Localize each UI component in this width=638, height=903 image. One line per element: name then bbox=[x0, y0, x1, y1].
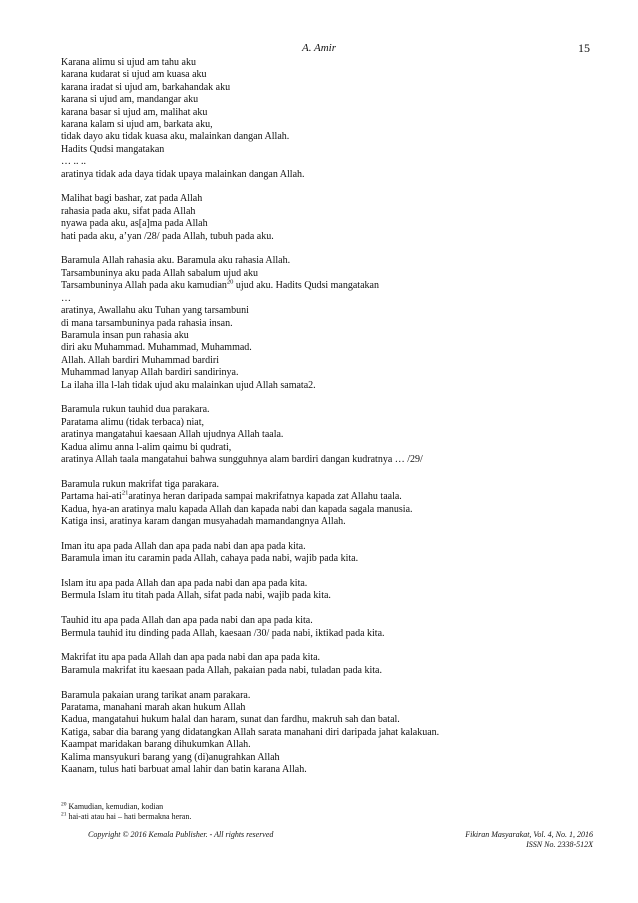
text-line: … .. .. bbox=[61, 156, 86, 168]
footnote-text: hai-ati atau hai – hati bermakna heran. bbox=[66, 812, 192, 821]
paragraph bbox=[61, 479, 601, 529]
text-line: Iman itu apa pada Allah dan apa pada nabi dan apa pada kita. bbox=[61, 540, 306, 552]
text-line: Paratama alimu (tidak terbaca) niat, bbox=[61, 416, 204, 428]
page-number: 15 bbox=[578, 41, 590, 55]
footnote-ref: 21 bbox=[121, 489, 129, 497]
text-line: Katiga insi, aratinya karam dangan musyahadah mamandangnya Allah. bbox=[61, 515, 346, 527]
text-line: hati pada aku, a’yan /28/ pada Allah, tubuh pada aku. bbox=[61, 230, 274, 242]
issn-number: ISSN No. 2338-512X bbox=[526, 840, 593, 849]
text-segment: Tarsambuninya Allah pada aku kamudian bbox=[61, 280, 227, 292]
text-line: Baramula iman itu caramin pada Allah, cahaya pada nabi, wajib pada kita. bbox=[61, 553, 359, 565]
text-line: Baramula makrifat itu kaesaan pada Allah, pakaian pada nabi, tuladan pada kita. bbox=[61, 664, 382, 676]
text-line: aratinya, Awallahu aku Tuhan yang tarsambuni bbox=[61, 305, 249, 317]
text-line: Bermula tauhid itu dinding pada Allah, kaesaan /30/ pada nabi, iktikad pada kita. bbox=[61, 627, 385, 639]
footnote-number: 20 bbox=[61, 801, 67, 808]
text-line: Muhammad lanyap Allah bardiri sandirinya. bbox=[61, 367, 239, 379]
text-segment: aratinya heran daripada sampai makrifatnya kapada zat Allahu taala. bbox=[128, 491, 402, 503]
text-line: Baramula rukun tauhid dua parakara. bbox=[61, 404, 210, 416]
paragraph bbox=[61, 578, 601, 603]
text-line: Hadits Qudsi mangatakan bbox=[61, 143, 165, 155]
text-line bbox=[61, 280, 601, 292]
text-line: karana kudarat si ujud am kuasa aku bbox=[61, 69, 207, 81]
text-line: aratinya tidak ada daya tidak upaya malainkan dangan Allah. bbox=[61, 168, 305, 180]
text-line: Kadua, hya-an aratinya malu kapada Allah dan kapada nabi dan kapada sagala manusia. bbox=[61, 503, 413, 515]
text-line: diri aku Muhammad. Muhammad, Muhammad. bbox=[61, 342, 252, 354]
text-segment: ujud aku. Hadits Qudsi mangatakan bbox=[233, 280, 379, 292]
text-line: karana kalam si ujud am, barkata aku, bbox=[61, 119, 213, 131]
footnote-number: 21 bbox=[61, 811, 67, 818]
text-line: Allah. Allah bardiri Muhammad bardiri bbox=[61, 354, 220, 366]
text-line: Islam itu apa pada Allah dan apa pada nabi dan apa pada kita. bbox=[61, 577, 308, 589]
text-line: karana iradat si ujud am, barkahandak aku bbox=[61, 81, 231, 93]
text-line: Bermula Islam itu titah pada Allah, sifat pada nabi, wajib pada kita. bbox=[61, 590, 331, 602]
footnote bbox=[61, 802, 601, 812]
text-line: Baramula pakaian urang tarikat anam parakara. bbox=[61, 689, 251, 701]
text-line: nyawa pada aku, as[a]ma pada Allah bbox=[61, 218, 208, 230]
text-line: Tarsambuninya aku pada Allah sabalum ujud aku bbox=[61, 267, 259, 279]
text-line: Baramula insan pun rahasia aku bbox=[61, 329, 189, 341]
text-segment: Partama hai-ati bbox=[61, 491, 122, 503]
text-line: … bbox=[61, 292, 71, 304]
paragraph bbox=[61, 193, 601, 243]
footnote-ref: 20 bbox=[226, 278, 234, 286]
text-line: Katiga, sabar dia barang yang didatangkan Allah sarata manahani diri daripada jahat kalakuan. bbox=[61, 726, 440, 738]
text-line: Kaanam, tulus hati barbuat amal lahir dan batin karana Allah. bbox=[61, 764, 307, 776]
journal-info bbox=[465, 830, 593, 850]
paragraph bbox=[61, 57, 601, 181]
text-line: Karana alimu si ujud am tahu aku bbox=[61, 57, 196, 68]
text-line: Makrifat itu apa pada Allah dan apa pada nabi dan apa pada kita. bbox=[61, 652, 321, 664]
text-line: Paratama, manahani marah akan hukum Allah bbox=[61, 701, 246, 713]
text-line bbox=[61, 491, 601, 503]
text-line: Malihat bagi bashar, zat pada Allah bbox=[61, 193, 203, 205]
text-line: Baramula Allah rahasia aku. Baramula aku rahasia Allah. bbox=[61, 255, 291, 267]
text-line: Kaampat maridakan barang dihukumkan Allah. bbox=[61, 739, 251, 751]
text-line: La ilaha illa l-lah tidak ujud aku malainkan ujud Allah samata2. bbox=[61, 379, 316, 391]
footnote bbox=[61, 812, 601, 822]
text-line: aratinya mangatahui kaesaan Allah ujudnya Allah taala. bbox=[61, 429, 284, 441]
text-line: karana si ujud am, mandangar aku bbox=[61, 94, 199, 106]
paragraph bbox=[61, 690, 601, 777]
running-header-author: A. Amir bbox=[301, 42, 337, 54]
text-line: di mana tarsambuninya pada rahasia insan. bbox=[61, 317, 233, 329]
journal-citation: Fikiran Masyarakat, Vol. 4, No. 1, 2016 bbox=[465, 830, 593, 839]
paragraph bbox=[61, 255, 601, 391]
paragraph bbox=[61, 652, 601, 677]
text-line: Kadua alimu anna l-alim qaimu bi qudrati, bbox=[61, 441, 232, 453]
text-line: aratinya Allah taala mangatahui bahwa sungguhnya alam bardiri dangan kudratnya … /29/ bbox=[61, 453, 423, 465]
paragraph bbox=[61, 541, 601, 566]
text-line: Baramula rukun makrifat tiga parakara. bbox=[61, 478, 219, 490]
text-line: tidak dayo aku tidak kuasa aku, malainkan dangan Allah. bbox=[61, 131, 290, 143]
footnote-text: Kamudian, kemudian, kodian bbox=[66, 802, 164, 811]
paragraph bbox=[61, 615, 601, 640]
footnotes bbox=[61, 802, 601, 822]
text-line: karana basar si ujud am, malihat aku bbox=[61, 106, 208, 118]
text-line: Kalima mansyukuri barang yang (di)anugrahkan Allah bbox=[61, 751, 280, 763]
body-text bbox=[61, 57, 601, 789]
text-line: Tauhid itu apa pada Allah dan apa pada nabi dan apa pada kita. bbox=[61, 615, 313, 627]
paragraph bbox=[61, 404, 601, 466]
copyright-notice: Copyright © 2016 Kemala Publisher. - All rights reserved bbox=[88, 830, 274, 839]
text-line: rahasia pada aku, sifat pada Allah bbox=[61, 205, 196, 217]
text-line: Kadua, mangatahui hukum halal dan haram, sunat dan fardhu, makruh sah dan batal. bbox=[61, 714, 400, 726]
